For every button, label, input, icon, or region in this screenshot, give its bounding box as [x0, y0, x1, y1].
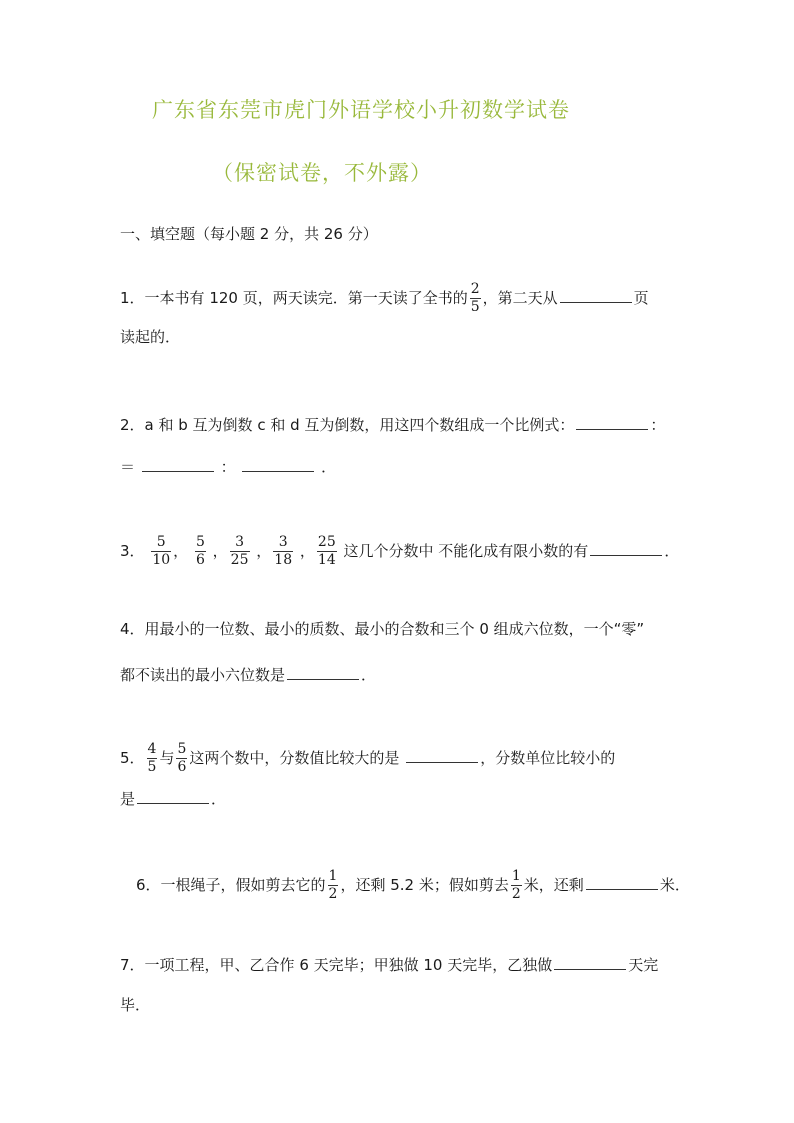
question-2-line-1 — [120, 411, 665, 435]
q3-fraction-1 — [151, 534, 171, 569]
q7-answer-blank[interactable] — [554, 951, 626, 970]
q1-text-1: 一本书有 120 页，两天读完．第一天读了全书的 — [144, 289, 468, 307]
question-3-line — [120, 534, 679, 569]
q3-fraction-4-numerator: 3 — [273, 534, 293, 552]
q1-text-3: 页 — [633, 289, 649, 307]
q5-fraction-1-numerator: 4 — [147, 741, 157, 757]
question-7-line-1 — [120, 951, 658, 975]
q5-text-3: 是 — [120, 790, 136, 808]
q3-fraction-4-denominator: 18 — [274, 552, 293, 568]
q5-number: 5． — [120, 749, 145, 767]
q2-colon-2: ： — [220, 458, 236, 476]
q6-text-4: 米． — [659, 876, 690, 894]
q7-text-1: 7．一项工程，甲、乙合作 6 天完毕；甲独做 10 天完毕，乙独做 — [120, 956, 553, 974]
q7-text-2: 天完 — [628, 956, 659, 974]
q6-fraction-2-numerator: 1 — [511, 868, 521, 884]
q3-end: ． — [664, 542, 680, 560]
q1-fraction-numerator: 2 — [470, 281, 480, 297]
q5-end: ． — [211, 790, 227, 808]
q3-number: 3． — [120, 542, 145, 560]
q5-fraction-1-denominator: 5 — [147, 759, 157, 775]
q6-fraction-2 — [511, 868, 522, 903]
q6-fraction-1-denominator: 2 — [328, 886, 338, 902]
section-heading: 一、填空题（每小题 2 分，共 26 分） — [120, 225, 378, 243]
q3-separator-4: ， — [299, 542, 315, 560]
question-5-line-1 — [120, 741, 615, 776]
q5-fraction-2-denominator: 6 — [177, 759, 187, 775]
q3-fraction-4 — [273, 534, 293, 569]
q1-fraction-denominator: 5 — [470, 299, 480, 315]
q1-text-4: 读起的． — [120, 328, 181, 346]
q5-text-1: 这两个数中，分数值比较大的是 — [189, 749, 400, 767]
q3-separator-2: ， — [212, 542, 228, 560]
q6-fraction-1-numerator: 1 — [328, 868, 338, 884]
q6-text-1: 6．一根绳子，假如剪去它的 — [136, 876, 326, 894]
q3-fraction-2-denominator: 6 — [195, 552, 205, 568]
q4-answer-blank[interactable] — [287, 661, 359, 680]
question-5-line-2 — [120, 785, 226, 809]
q3-fraction-1-numerator: 5 — [151, 534, 171, 552]
question-4-line-2 — [120, 661, 376, 685]
q3-fraction-5 — [317, 534, 337, 569]
q5-with: 与 — [159, 749, 175, 767]
q6-fraction-2-denominator: 2 — [511, 886, 521, 902]
q1-fraction — [470, 281, 481, 316]
q7-text-3: 毕． — [120, 996, 151, 1014]
q5-fraction-1 — [147, 741, 158, 776]
q3-fraction-5-numerator: 25 — [317, 534, 336, 550]
q3-fraction-3 — [230, 534, 250, 569]
exam-title: 广东省东莞市虎门外语学校小升初数学试卷 — [152, 98, 570, 122]
q1-answer-blank[interactable] — [560, 284, 632, 303]
question-6-line — [136, 868, 690, 903]
q5-fraction-2-numerator: 5 — [177, 741, 187, 757]
q3-answer-blank[interactable] — [590, 537, 662, 556]
q3-fraction-2 — [195, 534, 206, 569]
q1-number: 1． — [120, 289, 145, 307]
q4-text-line-1: 4．用最小的一位数、最小的质数、最小的合数和三个 0 组成六位数，一个“零” — [120, 620, 645, 638]
q3-fraction-5-denominator: 14 — [317, 552, 336, 568]
q2-end: ． — [321, 458, 337, 476]
q2-colon-1: ： — [650, 416, 666, 434]
exam-subtitle: （保密试卷，不外露） — [212, 161, 432, 185]
q5-answer-blank-1[interactable] — [406, 744, 478, 763]
q4-end: ． — [361, 666, 377, 684]
question-1-line-1 — [120, 281, 649, 316]
q4-text-line-2: 都不读出的最小六位数是 — [120, 666, 286, 684]
q3-fraction-3-denominator: 25 — [230, 552, 249, 568]
q3-fraction-1-denominator: 10 — [152, 552, 171, 568]
question-2-line-2 — [120, 453, 336, 477]
q6-text-2: ，还剩 5.2 米；假如剪去 — [340, 876, 509, 894]
q3-fraction-2-numerator: 5 — [195, 534, 205, 550]
q6-text-3: 米，还剩 — [523, 876, 584, 894]
q1-text-2: ，第二天从 — [482, 289, 558, 307]
q5-fraction-2 — [176, 741, 187, 776]
q6-answer-blank[interactable] — [586, 871, 658, 890]
q2-equals: ＝ — [120, 458, 136, 476]
q5-text-2: ，分数单位比较小的 — [480, 749, 616, 767]
q3-text: 这几个分数中 不能化成有限小数的有 — [343, 542, 589, 560]
q3-separator-1: ， — [173, 542, 189, 560]
q3-separator-3: ， — [256, 542, 272, 560]
q5-answer-blank-2[interactable] — [137, 785, 209, 804]
q2-answer-blank-3[interactable] — [242, 453, 314, 472]
q6-fraction-1 — [328, 868, 339, 903]
q3-fraction-3-numerator: 3 — [230, 534, 250, 552]
q2-answer-blank-1[interactable] — [576, 411, 648, 430]
q2-text: 2．a 和 b 互为倒数 c 和 d 互为倒数，用这四个数组成一个比例式： — [120, 416, 575, 434]
q2-answer-blank-2[interactable] — [142, 453, 214, 472]
